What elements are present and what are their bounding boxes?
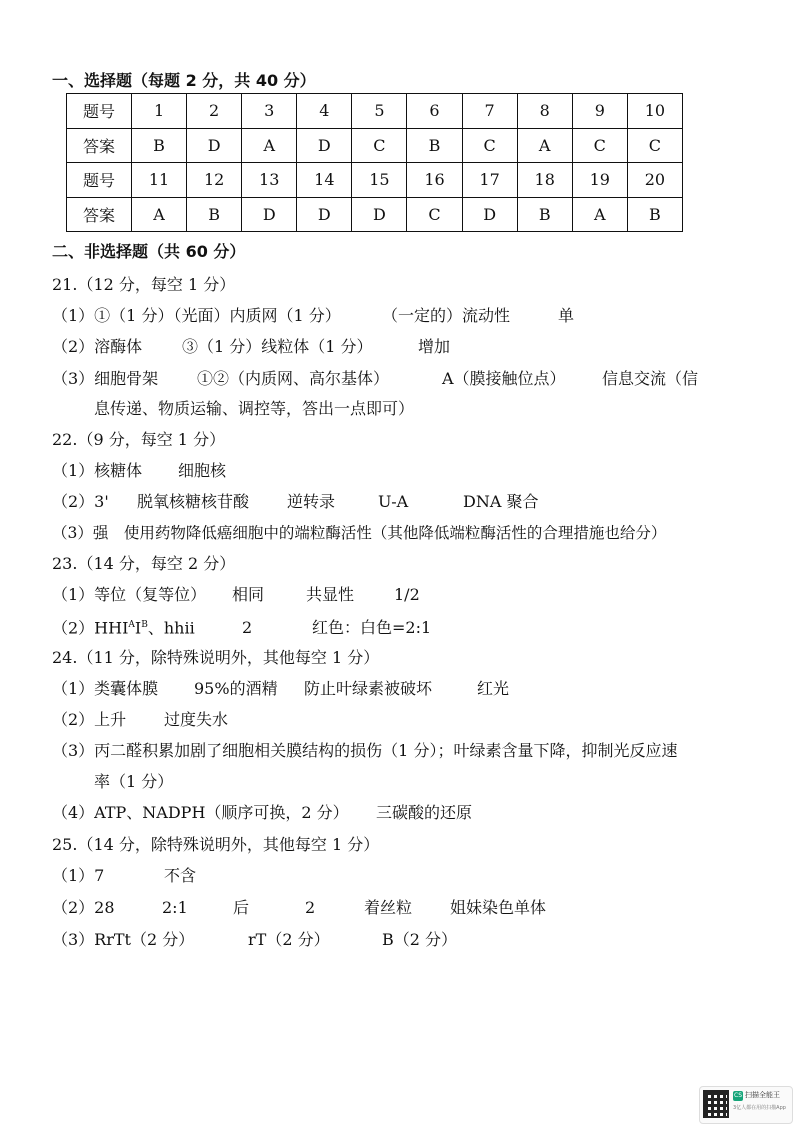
answer-cell: 16 xyxy=(407,163,462,198)
answer-cell: B xyxy=(187,197,242,232)
q23-1-c: 共显性 xyxy=(306,585,355,604)
answer-cell: A xyxy=(517,128,572,163)
q25-2-a: （2）28 xyxy=(52,898,115,917)
watermark-subtitle: 3亿人都在用的扫描App xyxy=(733,1105,786,1111)
q21-heading: 21.（12 分，每空 1 分） xyxy=(52,275,236,294)
q21-line1 xyxy=(52,305,574,327)
q21-3-b: ①②（内质网、高尔基体） xyxy=(197,369,390,388)
q24-heading: 24.（11 分，除特殊说明外，其他每空 1 分） xyxy=(52,648,380,667)
q24-line3: （3）丙二醛积累加剧了细胞相关膜结构的损伤（1 分）；叶绿素含量下降，抑制光反应速 xyxy=(52,741,678,760)
answer-cell: 17 xyxy=(462,163,517,198)
answer-cell: 5 xyxy=(352,94,407,129)
q21-3-a: （3）细胞骨架 xyxy=(52,369,159,388)
q21-line2 xyxy=(52,336,450,358)
q25-line2 xyxy=(52,897,546,919)
q25-2-d: 2 xyxy=(305,898,316,917)
answer-cell: C xyxy=(462,128,517,163)
row-label: 题号 xyxy=(67,163,132,198)
answer-cell: 9 xyxy=(572,94,627,129)
section1-title: 一、选择题（每题 2 分，共 40 分） xyxy=(52,71,316,90)
q22-line1 xyxy=(52,460,226,482)
answer-cell: D xyxy=(462,197,517,232)
answer-cell: 1 xyxy=(132,94,187,129)
q24-1-d: 红光 xyxy=(477,679,510,698)
answer-cell: 12 xyxy=(187,163,242,198)
answer-table-row xyxy=(67,128,683,163)
q22-line2 xyxy=(52,491,538,513)
q25-line3 xyxy=(52,929,457,951)
q24-1-c: 防止叶绿素被破坏 xyxy=(304,679,433,698)
answer-cell: B xyxy=(517,197,572,232)
q23-2-c: 红色：白色=2:1 xyxy=(312,618,432,638)
q24-1-a: （1）类囊体膜 xyxy=(52,679,159,698)
answer-cell: 3 xyxy=(242,94,297,129)
answer-cell: 8 xyxy=(517,94,572,129)
section2-title: 二、非选择题（共 60 分） xyxy=(52,242,246,261)
q23-2-genotype: $(2)HHI^AI^B$、hhii xyxy=(52,618,195,638)
q23-2-b: 2 xyxy=(242,618,253,638)
q25-2-e: 着丝粒 xyxy=(364,898,413,917)
q24-4-b: 三碳酸的还原 xyxy=(376,803,473,822)
q22-2-d: U-A xyxy=(378,492,409,511)
q21-2-b: ③（1 分）线粒体（1 分） xyxy=(182,337,373,356)
q24-line3-cont: 率（1 分） xyxy=(94,772,174,791)
answer-cell: C xyxy=(407,197,462,232)
answer-table-row xyxy=(67,163,683,198)
q21-line3 xyxy=(52,368,698,390)
q22-1-a: （1）核糖体 xyxy=(52,461,143,480)
q25-1-a: （1）7 xyxy=(52,866,105,885)
q21-1-b: （一定的）流动性 xyxy=(382,306,511,325)
answer-cell: B xyxy=(407,128,462,163)
row-label: 答案 xyxy=(67,197,132,232)
answer-cell: 18 xyxy=(517,163,572,198)
q24-2-a: （2）上升 xyxy=(52,710,127,729)
answer-cell: C xyxy=(572,128,627,163)
qr-code-icon xyxy=(703,1090,729,1118)
q23-1-b: 相同 xyxy=(232,585,265,604)
q21-3-c: A（膜接触位点） xyxy=(442,369,566,388)
q21-1-c: 单 xyxy=(558,306,575,325)
q24-line2 xyxy=(52,709,228,731)
q21-3-d: 信息交流（信 xyxy=(602,369,699,388)
answer-cell: 13 xyxy=(242,163,297,198)
row-label: 答案 xyxy=(67,128,132,163)
q21-1-a: （1）①（1 分）（光面）内质网（1 分） xyxy=(52,306,341,325)
q25-3-a: （3）RrTt（2 分） xyxy=(52,930,195,949)
q21-2-a: （2）溶酶体 xyxy=(52,337,143,356)
answer-cell: D xyxy=(297,128,352,163)
answer-cell: B xyxy=(132,128,187,163)
answer-cell: D xyxy=(297,197,352,232)
answer-cell: A xyxy=(132,197,187,232)
q25-line1 xyxy=(52,865,196,887)
q25-1-b: 不含 xyxy=(164,866,197,885)
q25-3-b: rT（2 分） xyxy=(248,930,330,949)
answer-cell: C xyxy=(627,128,682,163)
answer-cell: 7 xyxy=(462,94,517,129)
answer-cell: 10 xyxy=(627,94,682,129)
q21-line3-cont: 息传递、物质运输、调控等，答出一点即可） xyxy=(94,399,415,418)
q25-2-c: 后 xyxy=(233,898,250,917)
watermark-name: 扫描全能王 xyxy=(745,1091,780,1099)
answer-table-row xyxy=(67,94,683,129)
answer-table-row xyxy=(67,197,683,232)
answer-table xyxy=(66,93,683,232)
answer-cell: A xyxy=(572,197,627,232)
q23-1-a: （1）等位（复等位） xyxy=(52,585,207,604)
answer-cell: 4 xyxy=(297,94,352,129)
answer-cell: 20 xyxy=(627,163,682,198)
answer-cell: 19 xyxy=(572,163,627,198)
q22-2-a: （2）3' xyxy=(52,492,109,511)
q24-1-b: 95%的酒精 xyxy=(194,679,278,698)
q25-2-f: 姐妹染色单体 xyxy=(450,898,547,917)
answer-cell: D xyxy=(242,197,297,232)
q25-heading: 25.（14 分，除特殊说明外，其他每空 1 分） xyxy=(52,835,380,854)
q22-2-b: 脱氧核糖核苷酸 xyxy=(137,492,250,511)
q23-1-d: 1/2 xyxy=(394,585,420,604)
q22-heading: 22.（9 分，每空 1 分） xyxy=(52,430,226,449)
answer-cell: 6 xyxy=(407,94,462,129)
answer-cell: 14 xyxy=(297,163,352,198)
q22-1-b: 细胞核 xyxy=(178,461,227,480)
q25-3-c: B（2 分） xyxy=(382,930,458,949)
q21-2-c: 增加 xyxy=(418,337,451,356)
q24-line1 xyxy=(52,678,509,700)
answer-cell: 11 xyxy=(132,163,187,198)
answer-cell: A xyxy=(242,128,297,163)
row-label: 题号 xyxy=(67,94,132,129)
q24-2-b: 过度失水 xyxy=(164,710,229,729)
q24-4-a: （4）ATP、NADPH（顺序可换，2 分） xyxy=(52,803,349,822)
answer-cell: D xyxy=(187,128,242,163)
q23-line1 xyxy=(52,584,420,606)
q22-2-e: DNA 聚合 xyxy=(463,492,539,511)
q23-heading: 23.（14 分，每空 2 分） xyxy=(52,554,236,573)
q22-2-c: 逆转录 xyxy=(287,492,336,511)
answer-cell: B xyxy=(627,197,682,232)
q23-line2 xyxy=(52,614,431,639)
cs-logo-icon: CS xyxy=(734,1092,742,1099)
answer-cell: C xyxy=(352,128,407,163)
answer-cell: D xyxy=(352,197,407,232)
q22-line3: （3）强 使用药物降低癌细胞中的端粒酶活性（其他降低端粒酶活性的合理措施也给分） xyxy=(52,524,667,542)
answer-cell: 2 xyxy=(187,94,242,129)
q25-2-b: 2:1 xyxy=(162,898,188,917)
scanner-watermark xyxy=(699,1086,793,1124)
answer-cell: 15 xyxy=(352,163,407,198)
q24-line4 xyxy=(52,802,472,824)
